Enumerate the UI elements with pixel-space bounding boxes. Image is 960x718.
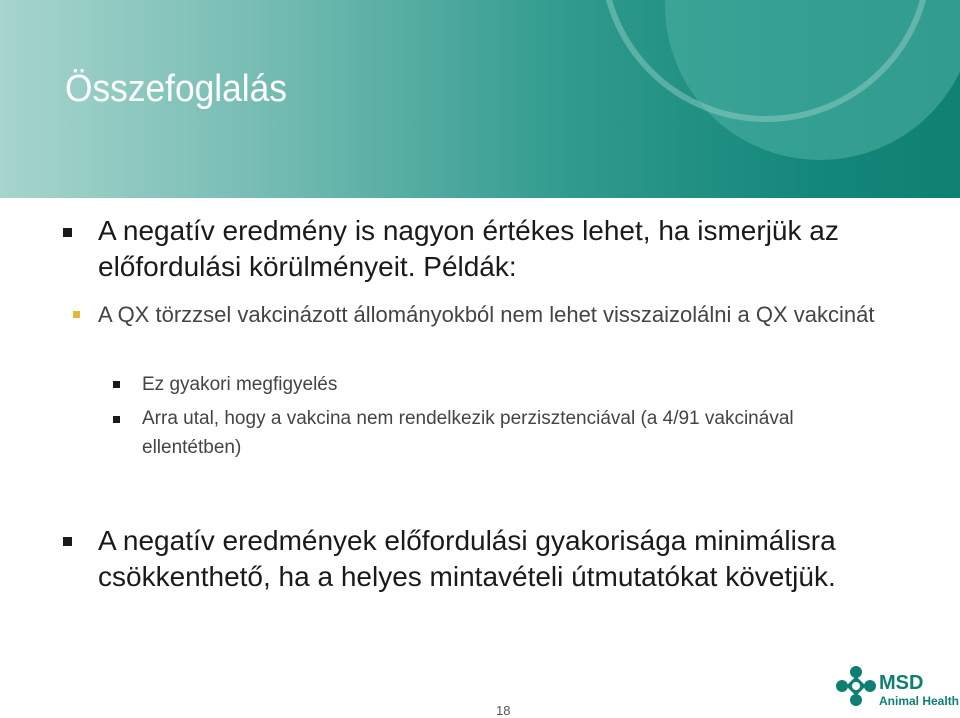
subsub-bullet-2: Arra utal, hogy a vakcina nem rendelkezik perzisztenciával (a 4/91 vakcinával ellentétben) <box>142 408 794 458</box>
bullet-2: A negatív eredmények előfordulási gyakorisága minimálisra csökkenthető, ha a helyes mintavételi útmutatókat követjük. <box>98 525 836 592</box>
sub-bullet-square-icon <box>73 311 80 318</box>
logo-text <box>879 672 959 708</box>
bullet-1: A negatív eredmény is nagyon értékes lehet, ha ismerjük az előfordulási körülményeit. Példák: <box>98 215 839 282</box>
bullet-square-icon <box>63 537 72 546</box>
slide-header <box>0 0 960 198</box>
subsub-bullet-square-icon <box>113 381 120 388</box>
page-number: 18 <box>496 703 511 718</box>
subsub-bullet-1: Ez gyakori megfigyelés <box>142 374 338 395</box>
msd-logo-icon <box>836 666 876 706</box>
subsub-bullet-square-icon <box>113 416 120 423</box>
slide-title: Összefoglalás <box>65 68 287 110</box>
logo-subtitle: Animal Health <box>879 694 960 708</box>
bullet-square-icon <box>63 228 72 237</box>
sub-bullet-1: A QX törzzsel vakcinázott állományokból nem lehet visszaizolálni a QX vakcinát <box>98 302 875 327</box>
logo-name: MSD <box>879 672 924 694</box>
